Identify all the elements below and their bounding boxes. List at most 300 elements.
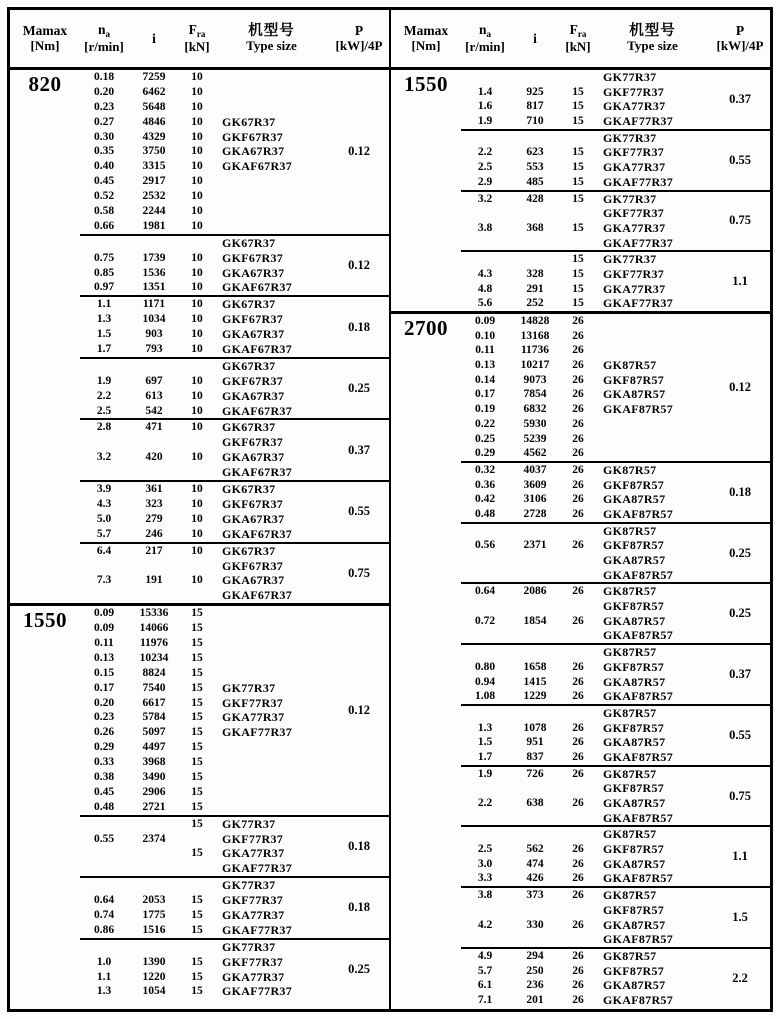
cell-power: 0.25: [348, 381, 370, 396]
cell-radial-force: 10: [191, 451, 203, 464]
cell-ratio: 15336: [139, 607, 169, 620]
cell-radial-force: 26: [572, 585, 584, 598]
table-row: [461, 796, 710, 811]
col-header-3: [561, 22, 595, 54]
table-row: [80, 800, 329, 815]
cell-radial-force: 10: [191, 160, 203, 173]
cell-speed: [461, 131, 509, 146]
cell-radial-force: 26: [572, 478, 584, 491]
table-row: [80, 159, 329, 174]
cell-radial-force: 15: [572, 297, 584, 310]
cell-speed: 0.30: [93, 130, 115, 143]
cell-ratio: 1658: [523, 660, 547, 673]
cell-speed: 0.38: [93, 770, 115, 783]
cell-type-size: GKAF67R37: [222, 403, 293, 418]
table-row: [80, 527, 329, 542]
cell-ratio: [509, 553, 561, 568]
cell-type-size: GKA87R57: [603, 492, 666, 507]
cell-ratio: [509, 645, 561, 660]
col-header-line1: P: [735, 23, 745, 39]
cell-ratio: 2728: [523, 507, 547, 520]
cell-type-size: GKAF87R57: [603, 567, 674, 582]
table-row: [461, 387, 710, 402]
table-row: [461, 660, 710, 675]
table-row: [80, 861, 329, 876]
cell-radial-force: [180, 236, 214, 251]
cell-type-size: GKA67R37: [222, 388, 285, 403]
cell-speed: 0.13: [93, 651, 115, 664]
table-row: [461, 918, 710, 933]
cell-ratio: 2906: [142, 785, 166, 798]
table-row: [461, 932, 710, 947]
power-block: [80, 297, 389, 359]
cell-type-size: GK67R37: [222, 543, 276, 558]
table-row: [461, 645, 710, 660]
table-row: [461, 628, 710, 643]
table-row: [461, 446, 710, 461]
cell-speed: 4.2: [477, 918, 493, 931]
cell-speed: 5.6: [477, 297, 493, 310]
cell-power: 0.75: [348, 565, 370, 580]
table-row: [461, 358, 710, 373]
table-row: [461, 857, 710, 872]
cell-power: 2.2: [732, 970, 748, 985]
cell-radial-force: [561, 553, 595, 568]
cell-ratio: [509, 524, 561, 539]
table-row: [80, 327, 329, 342]
cell-speed: 3.2: [96, 451, 112, 464]
cell-type-size: GKAF87R57: [603, 992, 674, 1007]
cell-ratio: 638: [526, 797, 544, 809]
cell-radial-force: [561, 206, 595, 221]
table-row: [80, 544, 329, 559]
cell-speed: 1.6: [477, 100, 493, 113]
cell-radial-force: 26: [572, 493, 584, 506]
cell-ratio: 1854: [523, 614, 547, 627]
cell-type-size: GKA87R57: [603, 674, 666, 689]
cell-speed: 0.80: [474, 660, 496, 673]
col-header-line2: [kW]/4P: [335, 37, 383, 53]
cell-ratio: [128, 846, 180, 861]
cell-radial-force: 15: [191, 696, 203, 709]
cell-type-size: GKA87R57: [603, 613, 666, 628]
power-block: [80, 236, 389, 298]
table-row: [461, 373, 710, 388]
section-blocks: [461, 314, 770, 1009]
cell-ratio: 710: [526, 115, 544, 128]
cell-speed: 2.8: [96, 421, 112, 434]
cell-radial-force: 10: [191, 313, 203, 326]
cell-ratio: 323: [145, 497, 163, 510]
col-header-line1: $F_{ra}$: [188, 22, 206, 40]
power-block: [80, 817, 389, 879]
col-header-line2: [kN]: [184, 38, 210, 54]
cell-speed: [461, 706, 509, 721]
cell-speed: [461, 524, 509, 539]
cell-type-size: GKAF67R37: [222, 588, 293, 603]
cell-radial-force: 26: [572, 388, 584, 401]
col-header-subscript: a: [105, 29, 110, 40]
col-header-line2: Type size: [627, 38, 678, 54]
cell-ratio: 3315: [142, 160, 166, 173]
cell-type-size: GK77R37: [222, 680, 276, 695]
cell-ratio: 1171: [142, 298, 166, 311]
cell-speed: 1.7: [96, 343, 112, 356]
cell-ratio: 1390: [142, 955, 166, 968]
cell-ratio: 5239: [523, 432, 547, 445]
cell-ratio: 726: [526, 767, 544, 780]
cell-radial-force: 10: [191, 85, 203, 98]
cell-speed: [461, 206, 509, 221]
cell-type-size: [214, 636, 329, 651]
cell-ratio: 250: [526, 964, 544, 977]
table-row: [461, 706, 710, 721]
cell-type-size: GKA77R37: [603, 160, 666, 175]
table-row: [461, 478, 710, 493]
table-row: [80, 573, 329, 588]
cell-speed: 0.66: [93, 219, 115, 232]
col-header-4: [214, 23, 329, 55]
cell-ratio: 817: [526, 100, 544, 113]
cell-radial-force: 10: [191, 145, 203, 158]
cell-ratio: 1516: [142, 923, 166, 936]
cell-radial-force: 26: [572, 750, 584, 763]
cell-speed: 0.20: [93, 85, 115, 98]
cell-type-size: GKA87R57: [603, 387, 666, 402]
cell-ratio: [128, 588, 180, 603]
table-row: [80, 636, 329, 651]
cell-type-size: GKA87R57: [603, 796, 666, 810]
cell-type-size: GKA67R37: [222, 511, 285, 526]
cell-ratio: [509, 932, 561, 947]
cell-radial-force: 26: [572, 539, 584, 552]
cell-power: 0.25: [729, 545, 751, 560]
block-rows: [80, 606, 329, 814]
table-row: [461, 329, 710, 344]
table-row: [461, 750, 710, 765]
cell-ratio: 1229: [523, 690, 547, 703]
cell-type-size: GKAF77R37: [222, 861, 293, 876]
table-row: [80, 710, 329, 725]
cell-ratio: 328: [526, 267, 544, 280]
table-row: [80, 512, 329, 527]
cell-ratio: 1220: [142, 970, 166, 983]
cell-radial-force: 10: [191, 574, 203, 587]
cell-radial-force: 10: [191, 389, 203, 402]
cell-radial-force: 26: [572, 857, 584, 870]
cell-speed: 0.14: [474, 373, 496, 386]
cell-speed: [80, 236, 128, 251]
cell-ratio: 474: [526, 857, 544, 870]
table-row: [80, 908, 329, 923]
cell-type-size: GKF67R37: [222, 373, 284, 388]
cell-speed: 0.09: [93, 607, 115, 620]
table-row: [461, 463, 710, 478]
cell-radial-force: [180, 861, 214, 876]
table-row: [461, 964, 710, 979]
cell-ratio: 11976: [139, 636, 169, 649]
cell-speed: 1.7: [477, 750, 493, 763]
cell-type-size: GK87R57: [603, 645, 657, 660]
cell-type-size: GKF77R37: [603, 84, 665, 99]
cell-radial-force: 15: [191, 622, 203, 635]
block-rows: [461, 706, 710, 765]
cell-radial-force: 26: [572, 993, 584, 1006]
cell-speed: [461, 252, 509, 267]
section-blocks: [80, 70, 389, 603]
col-header-line1: i: [152, 30, 156, 46]
cell-ratio: 1536: [142, 266, 166, 279]
cell-type-size: GKAF87R57: [603, 628, 674, 643]
cell-ratio: [509, 206, 561, 221]
table-row: [461, 417, 710, 432]
table-row: [80, 359, 329, 374]
table-row: [461, 314, 710, 329]
cell-type-size: GKAF67R37: [222, 342, 293, 357]
col-header-line2: [kN]: [565, 38, 591, 54]
block-rows: [80, 482, 329, 542]
table-row: [80, 559, 329, 574]
cell-type-size: GKF87R57: [603, 538, 665, 553]
cell-speed: [461, 827, 509, 842]
cell-type-size: GKA87R57: [603, 856, 666, 871]
cell-power: 0.37: [348, 442, 370, 457]
cell-radial-force: 26: [572, 614, 584, 627]
cell-radial-force: 26: [572, 721, 584, 734]
cell-ratio: 14828: [520, 315, 550, 327]
cell-radial-force: 10: [191, 544, 203, 557]
cell-type-size: GK67R37: [222, 420, 276, 435]
cell-speed: 0.74: [93, 908, 115, 921]
cell-ratio: 8824: [142, 666, 166, 679]
cell-type-size: GKA67R37: [222, 144, 285, 159]
cell-radial-force: 15: [572, 115, 584, 128]
table-row: [80, 878, 329, 893]
cell-ratio: 2371: [523, 539, 547, 552]
block-rows: [80, 544, 329, 604]
cell-speed: 4.9: [477, 949, 493, 962]
cell-speed: 0.36: [474, 478, 496, 491]
col-header-0: [10, 23, 80, 53]
cell-power: 0.75: [729, 788, 751, 803]
cell-speed: [461, 628, 509, 643]
cell-ratio: 6462: [142, 85, 166, 98]
table-row: [80, 465, 329, 480]
table-row: [80, 115, 329, 130]
cell-speed: 1.5: [96, 328, 112, 341]
cell-ratio: 471: [145, 421, 163, 434]
block-rows: [80, 359, 329, 419]
torque-section: [391, 314, 770, 1009]
table-row: [461, 721, 710, 736]
block-rows: [461, 463, 710, 522]
table-row: [461, 145, 710, 160]
cell-type-size: [595, 329, 710, 344]
cell-ratio: 3750: [142, 145, 166, 158]
cell-power: 0.25: [348, 962, 370, 977]
cell-speed: 3.3: [477, 872, 493, 885]
power-block: [80, 70, 389, 236]
col-header-line2: Type size: [246, 38, 297, 54]
table-row: [80, 266, 329, 281]
cell-type-size: GK87R57: [603, 705, 657, 720]
cell-type-size: GKF87R57: [603, 902, 665, 917]
table-row: [461, 267, 710, 282]
cell-speed: [461, 932, 509, 947]
cell-radial-force: [180, 559, 214, 574]
cell-power: 0.12: [348, 702, 370, 717]
table-row: [80, 219, 329, 234]
block-rows: [461, 827, 710, 886]
cell-radial-force: 15: [572, 192, 584, 205]
cell-radial-force: 10: [191, 175, 203, 188]
cell-power: 0.75: [729, 213, 751, 228]
cell-type-size: [595, 417, 710, 432]
cell-speed: 1.0: [96, 955, 112, 968]
cell-power: 0.37: [729, 667, 751, 681]
power-block: [80, 606, 389, 816]
cell-speed: 0.13: [474, 359, 496, 372]
block-rows: [461, 252, 710, 311]
table-header-row: [391, 10, 770, 70]
table-row: [80, 435, 329, 450]
cell-type-size: GKAF67R37: [222, 526, 293, 541]
cell-speed: 0.27: [93, 115, 115, 128]
cell-speed: 2.9: [477, 175, 493, 188]
block-rows: [461, 70, 710, 129]
table-row: [461, 252, 710, 267]
cell-speed: 2.5: [477, 161, 493, 174]
cell-ratio: 1034: [142, 313, 166, 326]
cell-speed: 0.48: [93, 800, 115, 813]
cell-speed: 1.1: [96, 970, 112, 983]
cell-radial-force: 26: [572, 329, 584, 342]
cell-type-size: GKF87R57: [603, 781, 665, 796]
torque-section: [391, 70, 770, 314]
cell-ratio: [509, 827, 561, 842]
cell-speed: 0.29: [474, 447, 496, 460]
cell-radial-force: 10: [191, 190, 203, 203]
table-row: [80, 312, 329, 327]
cell-type-size: GKAF67R37: [222, 280, 293, 295]
cell-speed: [461, 645, 509, 660]
cell-ratio: 246: [145, 527, 163, 540]
table-row: [80, 174, 329, 189]
cell-type-size: GKF77R37: [603, 266, 665, 281]
table-row: [80, 251, 329, 266]
table-row: [80, 297, 329, 312]
cell-radial-force: 26: [572, 403, 584, 416]
cell-ratio: 3490: [142, 770, 166, 783]
cell-type-size: GKF77R37: [603, 206, 665, 221]
cell-type-size: GKA77R37: [222, 907, 285, 922]
power-block: [80, 482, 389, 544]
cell-ratio: 2053: [142, 894, 166, 907]
cell-radial-force: 15: [572, 161, 584, 174]
table-row: [461, 538, 710, 553]
cell-radial-force: 10: [191, 298, 203, 311]
cell-ratio: [128, 861, 180, 876]
table-row: [80, 189, 329, 204]
cell-speed: 0.26: [93, 726, 115, 739]
cell-speed: 0.32: [474, 463, 496, 476]
cell-type-size: GKA77R37: [603, 281, 666, 296]
cell-ratio: 10234: [139, 651, 169, 664]
cell-radial-force: [561, 524, 595, 539]
cell-type-size: GK67R37: [222, 297, 276, 312]
table-row: [461, 993, 710, 1008]
cell-speed: [80, 878, 128, 893]
cell-power: 1.5: [732, 910, 748, 924]
cell-ratio: 1054: [142, 985, 166, 998]
cell-radial-force: 26: [572, 872, 584, 885]
cell-type-size: GKF87R57: [603, 720, 665, 735]
cell-type-size: GKAF67R37: [222, 465, 293, 480]
cell-ratio: 5648: [142, 100, 166, 113]
table-row: [461, 282, 710, 297]
cell-speed: 0.42: [474, 493, 496, 506]
cell-type-size: GK87R57: [603, 462, 657, 477]
block-rows: [461, 131, 710, 190]
cell-type-size: GK67R37: [222, 482, 276, 497]
cell-speed: 1.3: [96, 985, 112, 998]
cell-radial-force: 10: [191, 219, 203, 232]
cell-radial-force: 10: [191, 100, 203, 113]
cell-type-size: [595, 446, 710, 461]
cell-ratio: 1981: [142, 219, 166, 232]
cell-speed: 4.8: [477, 282, 493, 295]
cell-radial-force: 15: [191, 908, 203, 921]
cell-ratio: 201: [526, 993, 544, 1006]
power-block: [461, 706, 770, 767]
table-row: [80, 846, 329, 861]
cell-ratio: 6617: [142, 696, 166, 709]
cell-radial-force: 26: [572, 690, 584, 703]
cell-speed: [80, 861, 128, 876]
table-row: [80, 893, 329, 908]
table-row: [80, 755, 329, 770]
cell-speed: 0.20: [93, 696, 115, 709]
cell-radial-force: 26: [572, 797, 584, 809]
cell-radial-force: 26: [572, 344, 584, 357]
table-row: [80, 785, 329, 800]
cell-speed: 0.09: [474, 315, 496, 327]
cell-radial-force: 10: [191, 115, 203, 128]
cell-type-size: GKF87R57: [603, 659, 665, 674]
cell-type-size: [595, 314, 710, 329]
power-block: [461, 524, 770, 585]
cell-speed: 0.18: [93, 71, 115, 83]
cell-speed: 0.17: [474, 388, 496, 401]
cell-type-size: GKA67R37: [222, 450, 285, 465]
cell-type-size: GKA77R37: [222, 710, 285, 725]
cell-ratio: 13168: [520, 329, 550, 342]
table-row: [461, 507, 710, 522]
cell-type-size: GKF87R57: [603, 477, 665, 492]
cell-type-size: GKA67R37: [222, 573, 285, 588]
cell-speed: 7.3: [96, 574, 112, 587]
table-row: [80, 606, 329, 621]
torque-group-label: 2700: [404, 316, 448, 340]
block-rows: [80, 878, 329, 938]
cell-power: 0.55: [729, 727, 751, 742]
table-row: [80, 482, 329, 497]
cell-ratio: 361: [145, 483, 163, 496]
table-row: [461, 432, 710, 447]
block-rows: [80, 236, 329, 296]
table-row: [461, 978, 710, 993]
cell-radial-force: 15: [572, 282, 584, 295]
